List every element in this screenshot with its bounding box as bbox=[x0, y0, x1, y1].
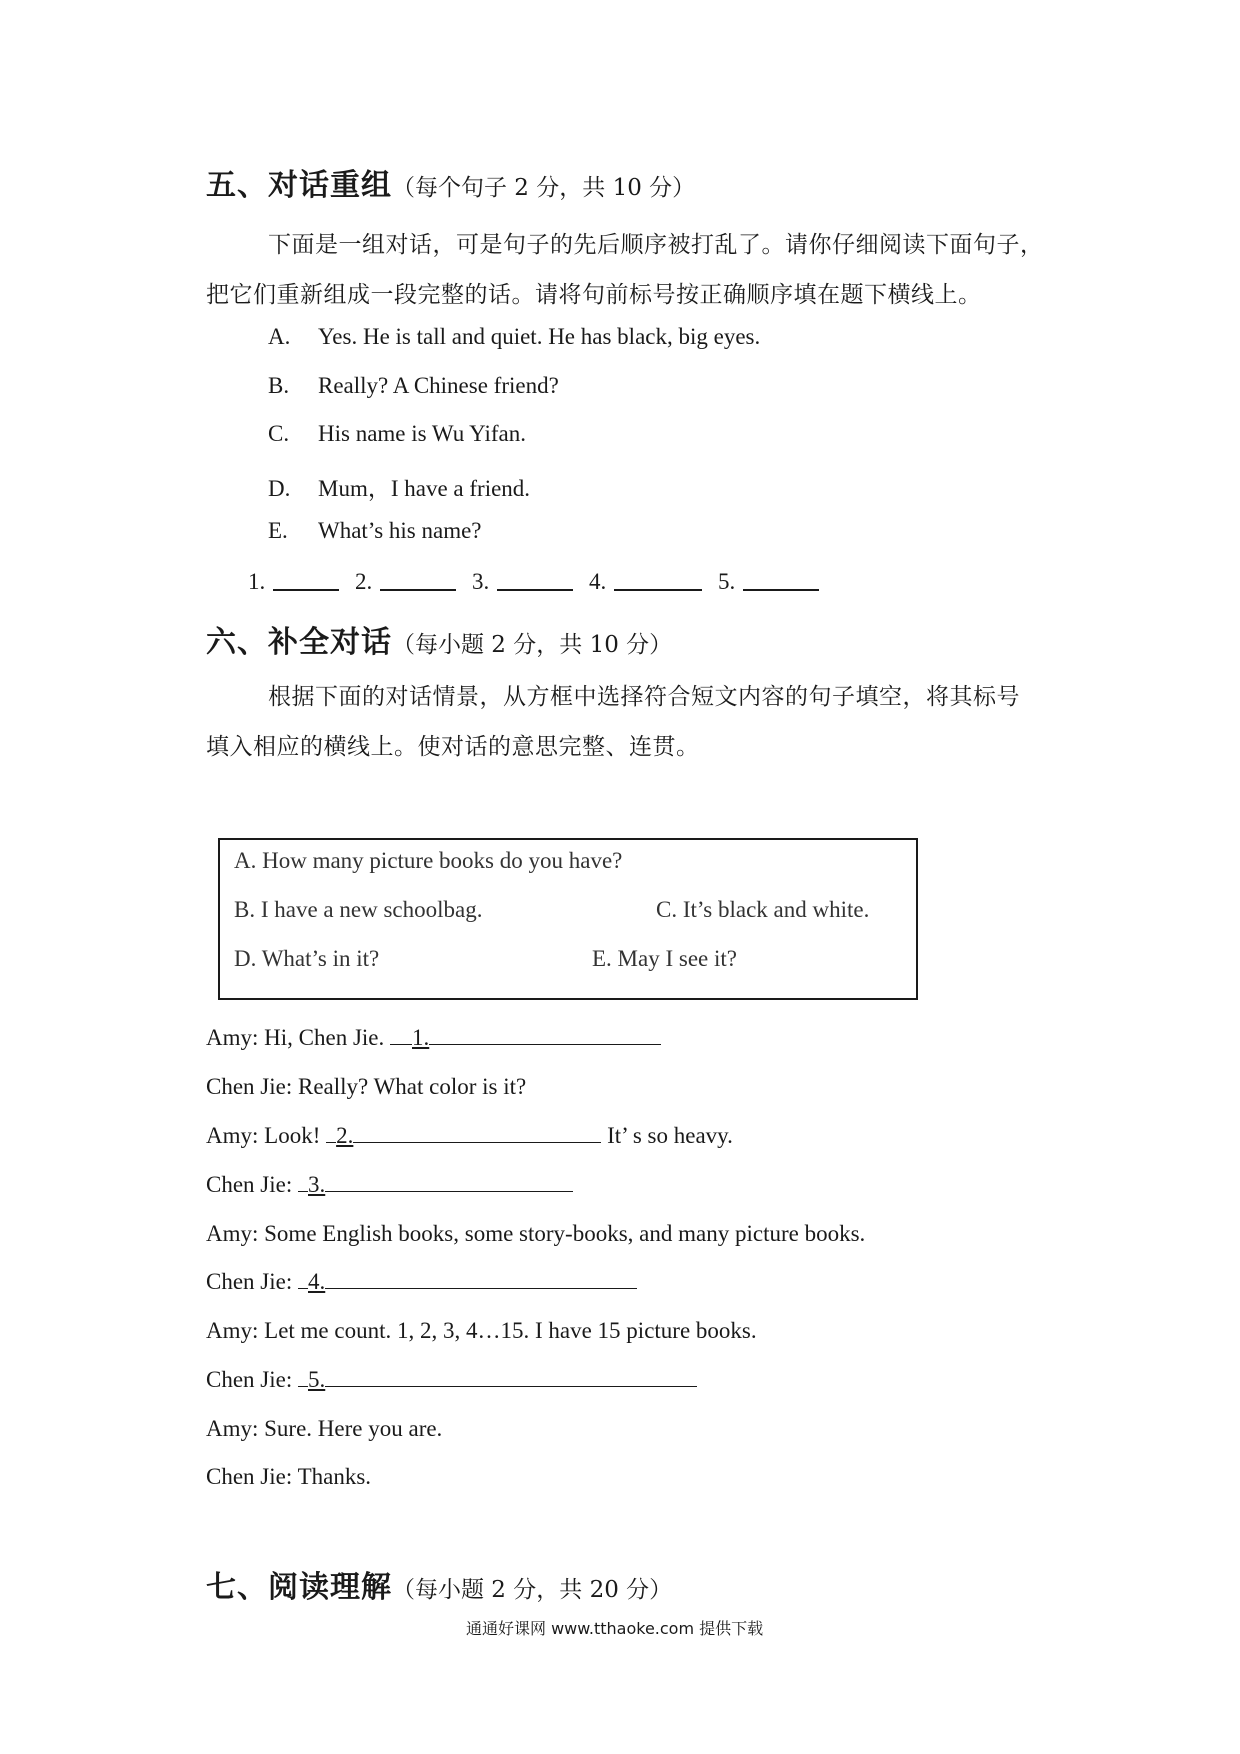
speaker: Amy: bbox=[206, 1318, 259, 1343]
blank-number: 1. bbox=[412, 1025, 430, 1050]
option-label: A. bbox=[268, 324, 291, 349]
blank-number: 4. bbox=[589, 569, 607, 594]
option-c bbox=[268, 421, 526, 447]
section6-instruction-1: 根据下面的对话情景，从方框中选择符合短文内容的句子填空，将其标号 bbox=[268, 684, 1020, 710]
option-e bbox=[268, 518, 482, 544]
dialogue-line-8 bbox=[206, 1367, 697, 1393]
answer-blank-4[interactable] bbox=[614, 569, 702, 591]
option-d bbox=[268, 470, 530, 503]
option-text: Really? A Chinese friend? bbox=[318, 373, 559, 398]
line-text: Hi, Chen Jie. bbox=[264, 1025, 385, 1050]
section6-title: 六、补全对话 bbox=[206, 625, 392, 660]
dialogue-line-2 bbox=[206, 1074, 526, 1100]
speaker: Chen Jie: bbox=[206, 1269, 293, 1294]
speaker: Chen Jie: bbox=[206, 1367, 293, 1392]
option-b bbox=[268, 373, 559, 399]
blank-lead bbox=[298, 1368, 308, 1387]
blank-lead bbox=[326, 1124, 336, 1143]
dialogue-blank-4[interactable] bbox=[325, 1270, 637, 1289]
line-text: Some English books, some story-books, and many picture books. bbox=[264, 1221, 866, 1246]
blank-number: 5. bbox=[718, 569, 736, 594]
blank-number: 3. bbox=[472, 569, 490, 594]
section5-heading bbox=[206, 160, 695, 204]
line-text: Thanks. bbox=[297, 1464, 372, 1489]
option-text: What’s his name? bbox=[318, 518, 482, 543]
option-text: His name is Wu Yifan. bbox=[318, 421, 526, 446]
dialogue-blank-2[interactable] bbox=[353, 1124, 601, 1143]
section7-heading bbox=[206, 1562, 672, 1606]
blank-number: 1. bbox=[248, 569, 266, 594]
answer-blanks-row bbox=[248, 569, 819, 595]
answer-blank-3[interactable] bbox=[497, 569, 573, 591]
box-option-d: D. What’s in it? bbox=[234, 946, 380, 971]
speaker: Chen Jie: bbox=[206, 1464, 293, 1489]
blank-lead bbox=[298, 1173, 308, 1192]
section7-title: 七、阅读理解 bbox=[206, 1570, 392, 1605]
blank-lead bbox=[298, 1270, 308, 1289]
option-label: D. bbox=[268, 476, 291, 501]
dialogue-line-1 bbox=[206, 1025, 661, 1051]
blank-number: 2. bbox=[355, 569, 373, 594]
answer-blank-1[interactable] bbox=[273, 569, 339, 591]
speaker: Amy: bbox=[206, 1025, 259, 1050]
dialogue-line-6 bbox=[206, 1269, 637, 1295]
option-label: E. bbox=[268, 518, 288, 543]
speaker: Amy: bbox=[206, 1123, 259, 1148]
blank-number: 3. bbox=[308, 1172, 326, 1197]
box-option-e: E. May I see it? bbox=[592, 946, 737, 971]
box-option-a: A. How many picture books do you have? bbox=[234, 848, 623, 873]
blank-number: 5. bbox=[308, 1367, 326, 1392]
dialogue-blank-1[interactable] bbox=[429, 1026, 661, 1045]
blank-lead bbox=[390, 1026, 412, 1045]
option-label: B. bbox=[268, 373, 290, 398]
speaker: Amy: bbox=[206, 1221, 259, 1246]
section7-points: （每小题 2 分，共 20 分） bbox=[392, 1577, 673, 1603]
line-text: Let me count. 1, 2, 3, 4…15. I have 15 picture books. bbox=[264, 1318, 757, 1343]
speaker: Amy: bbox=[206, 1416, 259, 1441]
option-text: Yes. He is tall and quiet. He has black, big eyes. bbox=[318, 324, 761, 349]
blank-number: 2. bbox=[336, 1123, 354, 1148]
answer-blank-2[interactable] bbox=[380, 569, 456, 591]
box-option-c: C. It’s black and white. bbox=[656, 897, 870, 922]
dialogue-line-7 bbox=[206, 1318, 757, 1344]
line-text: It’ s so heavy. bbox=[607, 1123, 733, 1148]
speaker: Chen Jie: bbox=[206, 1074, 293, 1099]
dialogue-line-3 bbox=[206, 1123, 733, 1149]
section6-points: （每小题 2 分，共 10 分） bbox=[392, 632, 673, 658]
speaker: Chen Jie: bbox=[206, 1172, 293, 1197]
option-label: C. bbox=[268, 421, 290, 446]
line-text: Look! bbox=[264, 1123, 321, 1148]
box-option-b: B. I have a new schoolbag. bbox=[234, 897, 483, 922]
section6-heading bbox=[206, 617, 672, 661]
option-text: Mum，I have a friend. bbox=[318, 476, 531, 501]
dialogue-blank-3[interactable] bbox=[325, 1173, 573, 1192]
option-a bbox=[268, 324, 760, 350]
dialogue-line-5 bbox=[206, 1221, 865, 1247]
line-text: Really? What color is it? bbox=[298, 1074, 527, 1099]
dialogue-line-9 bbox=[206, 1416, 442, 1442]
section5-instruction-2: 把它们重新组成一段完整的话。请将句前标号按正确顺序填在题下横线上。 bbox=[206, 282, 982, 308]
section5-title: 五、对话重组 bbox=[206, 168, 392, 203]
dialogue-line-4 bbox=[206, 1172, 573, 1198]
blank-number: 4. bbox=[308, 1269, 326, 1294]
line-text: Sure. Here you are. bbox=[264, 1416, 443, 1441]
dialogue-blank-5[interactable] bbox=[325, 1368, 697, 1387]
section5-points: （每个句子 2 分，共 10 分） bbox=[392, 175, 696, 201]
section5-instruction-1: 下面是一组对话，可是句子的先后顺序被打乱了。请你仔细阅读下面句子， bbox=[268, 232, 1044, 258]
page-footer: 通通好课网 www.tthaoke.com 提供下载 bbox=[466, 1619, 764, 1638]
answer-blank-5[interactable] bbox=[743, 569, 819, 591]
section6-instruction-2: 填入相应的横线上。使对话的意思完整、连贯。 bbox=[206, 734, 700, 760]
dialogue-line-10 bbox=[206, 1464, 371, 1490]
